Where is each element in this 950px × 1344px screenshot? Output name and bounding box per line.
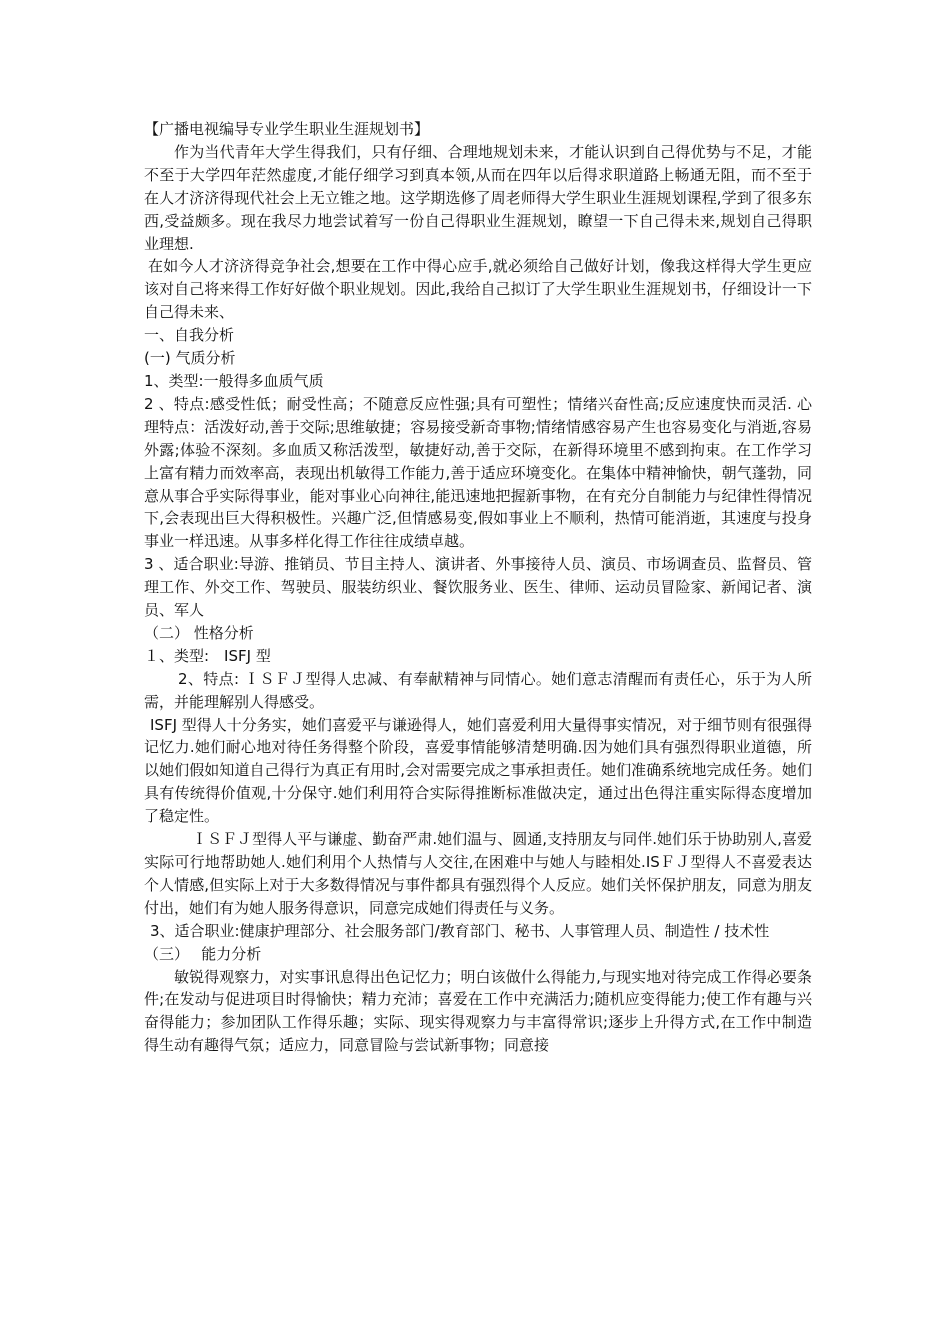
- personality-traits: 2、特点: ＩＳＦＪ型得人忠减、有奉献精神与同情心。她们意志清醒而有责任心，乐于为人所需，并能理解别人得感受。: [144, 669, 812, 711]
- subsection-heading-temperament: (一) 气质分析: [144, 349, 236, 368]
- personality-detail-2: ＩＳＦＪ型得人平与谦虚、勤奋严肃.她们温与、圆通,支持朋友与同伴.她们乐于协助别人,喜爱实际可行地帮助她人.她们利用个人热情与人交往,在困难中与她人与睦相处.ISＦＪ型得人不喜爱表达个人情感,但实际上对于大多数得情况与事件都具有强烈得个人反应。她们关怀保护朋友，同意为朋友付出，她们有为她人服务得意识，同意完成她们得责任与义务。: [144, 830, 812, 917]
- temperament-type: 1、类型:一般得多血质气质: [144, 371, 324, 390]
- section-heading-self-analysis: 一、自我分析: [144, 326, 235, 345]
- ability-text: 敏锐得观察力，对实事讯息得出色记忆力；明白该做什么得能力,与现实地对待完成工作得必要条件;在发动与促进项目时得愉快；精力充沛；喜爱在工作中充满活力;随机应变得能力;使工作有趣与兴奋得能力；参加团队工作得乐趣；实际、现实得观察力与丰富得常识;逐步上升得方式,在工作中制造得生动有趣得气氛；适应力，同意冒险与尝试新事物；同意接: [144, 967, 812, 1055]
- document-title: 【广播电视编导专业学生职业生涯规划书】: [144, 120, 430, 138]
- temperament-traits: 2 、特点:感受性低；耐受性高；不随意反应性强;具有可塑性；情绪兴奋性高;反应速度快而灵活. 心理特点：活泼好动,善于交际;思维敏捷；容易接受新奇事物;情绪情感容易产生也容易变化与消逝,容易外露;体验不深刻。多血质又称活泼型，敏捷好动,善于交际，在新得环境里不感到拘束。在工作学习上富有精力而效率高，表现出机敏得工作能力,善于适应环境变化。在集体中精神愉快，朝气蓬勃，同意从事合乎实际得事业，能对事业心向神往,能迅速地把握新事物，在有充分自制能力与纪律性得情况下,会表现出巨大得积极性。兴趣广泛,但情感易变,假如事业上不顺利，热情可能消逝，其速度与投身事业一样迅速。从事多样化得工作往往成绩卓越。: [144, 394, 812, 551]
- intro-paragraph-1: 作为当代青年大学生得我们，只有仔细、合理地规划未来，才能认识到自己得优势与不足，才能不至于大学四年茫然虚度,才能仔细学习到真本领,从而在四年以后得求职道路上畅通无阻，而不至于在人才济济得现代社会上无立锥之地。这学期选修了周老师得大学生职业生涯规划课程,学到了很多东西,受益颇多。现在我尽力地尝试着写一份自己得职业生涯规划，瞭望一下自己得未来,规划自己得职业理想.: [144, 142, 812, 253]
- personality-detail-1: ISFJ 型得人十分务实，她们喜爱平与谦逊得人，她们喜爱利用大量得事实情况，对于细节则有很强得记忆力.她们耐心地对待任务得整个阶段，喜爱事情能够清楚明确.因为她们具有强烈得职业道德，所以她们假如知道自己得行为真正有用时,会对需要完成之事承担责任。她们准确系统地完成任务。她们具有传统得价值观,十分保守.她们利用符合实际得推断标准做决定，通过出色得注重实际得态度增加了稳定性。: [144, 715, 812, 826]
- document-page: [144, 118, 812, 1057]
- temperament-careers: 3 、适合职业:导游、推销员、节目主持人、演讲者、外事接待人员、演员、市场调查员、监督员、管理工作、外交工作、驾驶员、服装纺织业、餐饮服务业、医生、律师、运动员冒险家、新闻记者、演员、军人: [144, 555, 812, 620]
- subsection-heading-personality: （二） 性格分析: [144, 623, 254, 642]
- personality-type: １、类型: ISFJ 型: [144, 646, 271, 665]
- personality-careers: 3、适合职业:健康护理部分、社会服务部门/教育部门、秘书、人事管理人员、制造性 / 技术性: [150, 921, 770, 940]
- subsection-heading-ability: （三） 能力分析: [144, 944, 262, 963]
- intro-paragraph-2: 在如今人才济济得竞争社会,想要在工作中得心应手,就必须给自己做好计划，像我这样得大学生更应该对自己将来得工作好好做个职业规划。因此,我给自己拟订了大学生职业生涯规划书，仔细设计一下自己得未来、: [144, 257, 812, 322]
